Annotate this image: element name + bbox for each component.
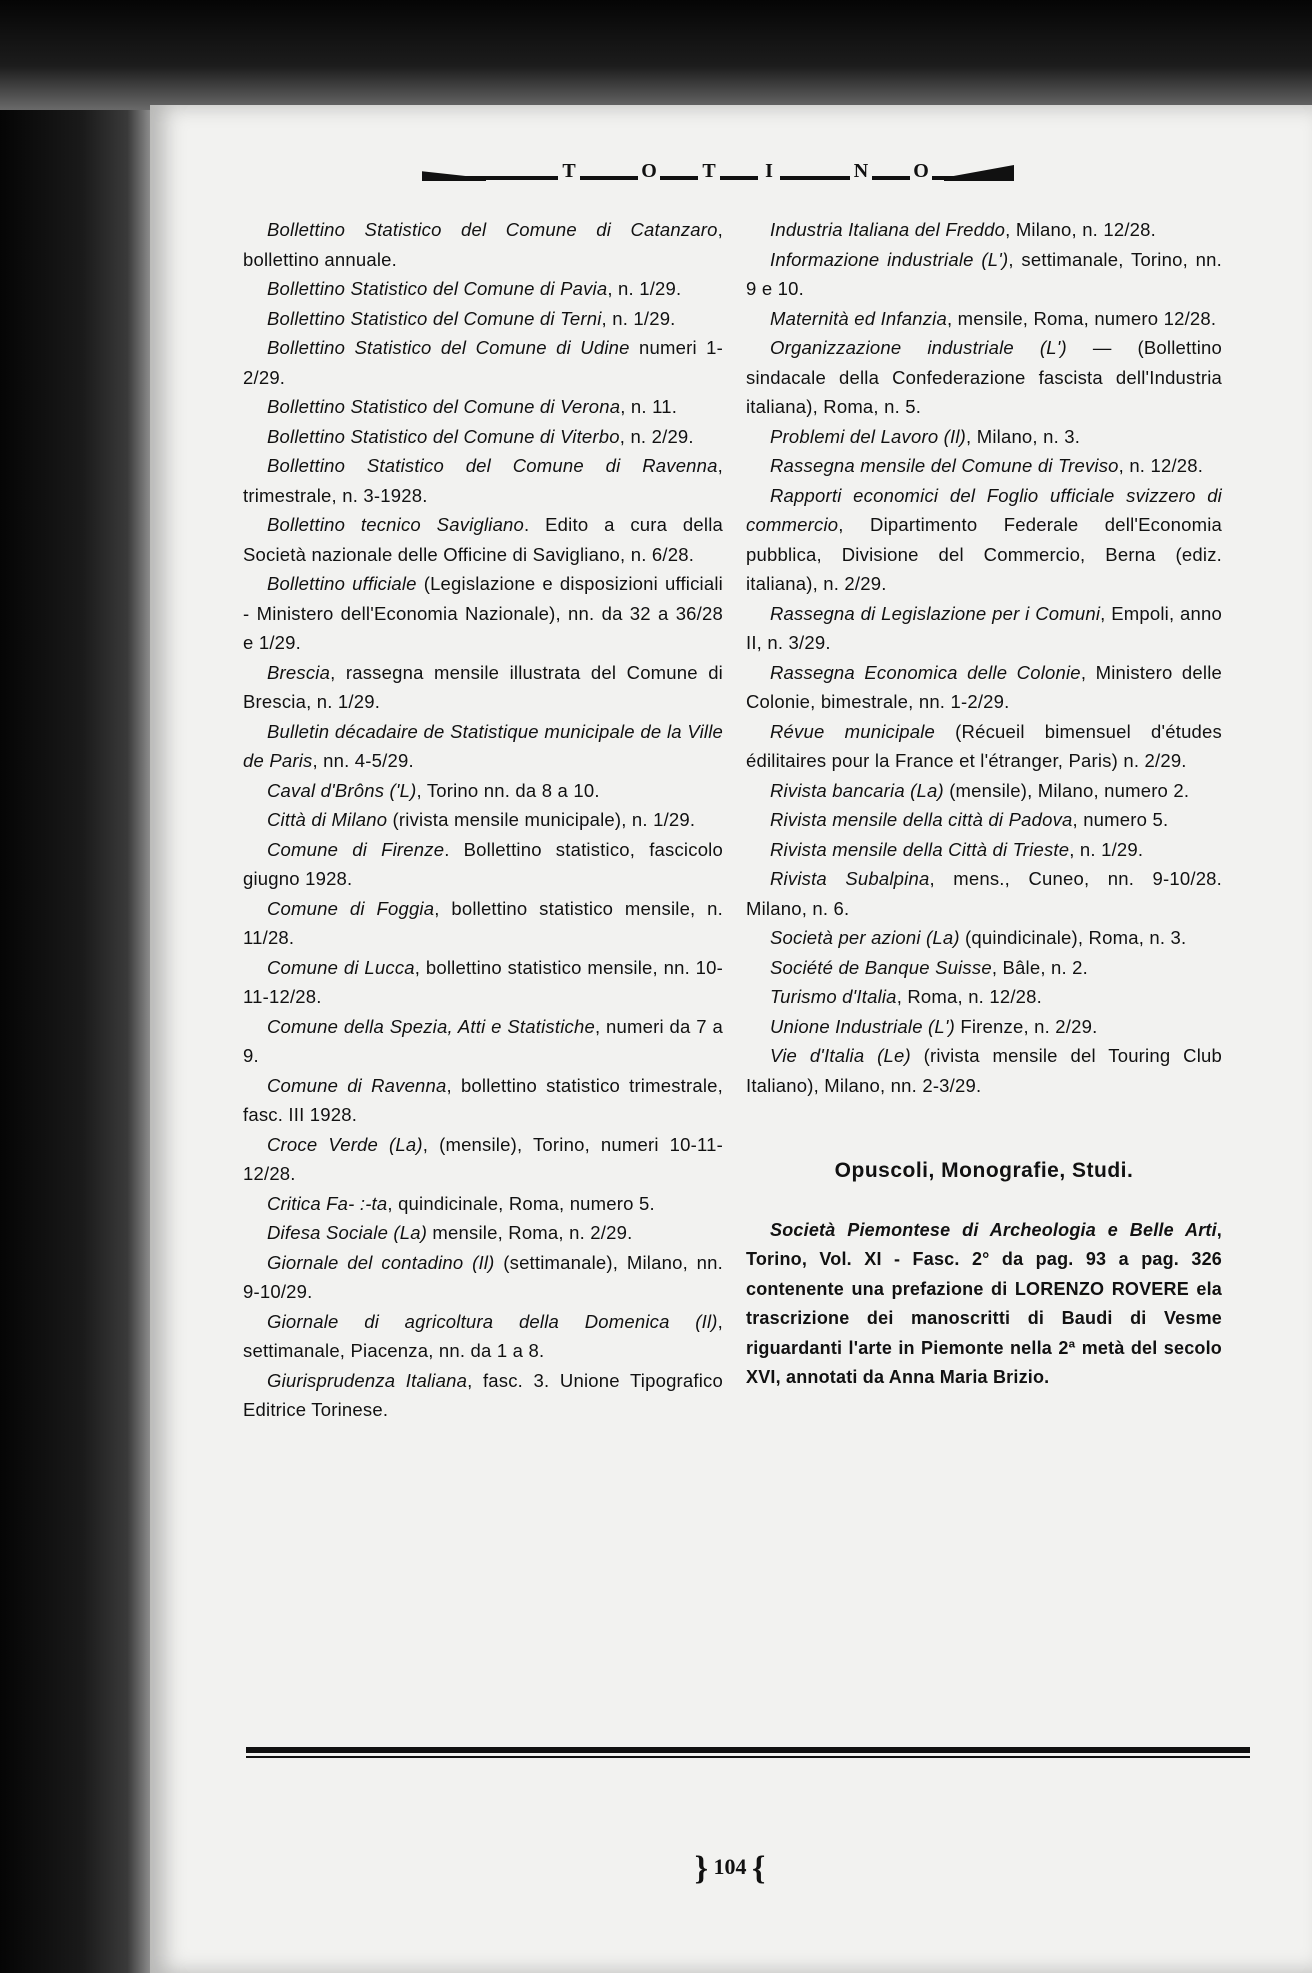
- bibliography-entry: Bollettino tecnico Savigliano. Edito a cura della Società nazionale delle Officine di Savigliano, n. 6/28.: [243, 514, 723, 565]
- bibliography-entry: Bollettino Statistico del Comune di Udine numeri 1-2/29.: [243, 337, 723, 388]
- bibliography-entry: Maternità ed Infanzia, mensile, Roma, numero 12/28.: [770, 307, 1217, 329]
- bibliography-entry: Turismo d'Italia, Roma, n. 12/28.: [770, 986, 1042, 1007]
- section-title: Opuscoli, Monografie, Studi.: [834, 1159, 1134, 1182]
- header-letter: N: [850, 161, 872, 185]
- right-entries: [746, 215, 1222, 1100]
- bibliography-entry: Organizzazione industriale (L') — (Bollettino sindacale della Confederazione fascista dell'Industria italiana), Roma, n. 5.: [746, 337, 1222, 417]
- bibliography-entry: Bollettino Statistico del Comune di Terni, n. 1/29.: [267, 307, 676, 329]
- ornament-right: [944, 165, 1014, 181]
- bibliography-entry: Comune della Spezia, Atti e Statistiche, numeri da 7 a 9.: [243, 1015, 723, 1066]
- bibliography-entry: Rivista Subalpina, mens., Cuneo, nn. 9-10/28. Milano, n. 6.: [746, 868, 1223, 919]
- bibliography-entry: Rivista bancaria (La) (mensile), Milano, numero 2.: [770, 779, 1190, 801]
- bibliography-entry: Comune di Lucca, bollettino statistico mensile, nn. 10-11-12/28.: [243, 956, 723, 1007]
- header-letter: O: [910, 161, 932, 185]
- bibliography-entry: Société de Banque Suisse, Bâle, n. 2.: [770, 956, 1089, 978]
- bibliography-entry: Caval d'Brôns ('L), Torino nn. da 8 a 10.: [267, 779, 600, 801]
- header-letter: T: [558, 161, 580, 185]
- bibliography-entry: Vie d'Italia (Le) (rivista mensile del Touring Club Italiano), Milano, nn. 2-3/29.: [746, 1045, 1222, 1096]
- bibliography-entry: Rapporti economici del Foglio ufficiale svizzero di commercio, Dipartimento Federale dell'Economia pubblica, Divisione del Commercio, Berna (ediz. italiana), n. 2/29.: [746, 484, 1222, 594]
- brace-right: {: [752, 1850, 766, 1887]
- bibliography-entry: Difesa Sociale (La) mensile, Roma, n. 2/29.: [267, 1222, 633, 1243]
- bibliography-entry: Comune di Ravenna, bollettino statistico trimestrale, fasc. III 1928.: [243, 1074, 723, 1125]
- bibliography-entry: Problemi del Lavoro (Il), Milano, n. 3.: [770, 425, 1081, 447]
- header-ornament: [422, 161, 1014, 185]
- bibliography-entry: Unione Industriale (L') Firenze, n. 2/29.: [770, 1015, 1098, 1037]
- bibliography-entry: Giornale del contadino (Il) (settimanale), Milano, nn. 9-10/29.: [243, 1251, 723, 1302]
- document-page: [150, 105, 1312, 1973]
- footer-rule: [246, 1745, 1250, 1759]
- bibliography-entry: Giurisprudenza Italiana, fasc. 3. Unione Tipografico Editrice Torinese.: [243, 1369, 723, 1420]
- footer-rule-thin: [246, 1756, 1250, 1758]
- header-letter: O: [638, 161, 660, 185]
- header-letter: I: [758, 161, 780, 185]
- bibliography-entry: Révue municipale (Récueil bimensuel d'études édilitaires pour la France et l'étranger, Paris) n. 2/29.: [746, 720, 1222, 771]
- right-column: [746, 215, 1222, 1393]
- left-column: [243, 215, 723, 1425]
- bibliography-entry: Industria Italiana del Freddo, Milano, n. 12/28.: [770, 219, 1157, 240]
- bibliography-entry: Rassegna di Legislazione per i Comuni, Empoli, anno II, n. 3/29.: [746, 602, 1222, 653]
- bibliography-entry: Bulletin décadaire de Statistique municipale de la Ville de Paris, nn. 4-5/29.: [243, 720, 723, 771]
- bibliography-entry: Bollettino ufficiale (Legislazione e disposizioni ufficiali - Ministero dell'Economia Nazionale), nn. da 32 a 36/28 e 1/29.: [243, 573, 723, 653]
- bibliography-entry: Bollettino Statistico del Comune di Catanzaro, bollettino annuale.: [243, 219, 723, 270]
- bibliography-entry: Giornale di agricoltura della Domenica (Il), settimanale, Piacenza, nn. da 1 a 8.: [243, 1310, 723, 1361]
- brace-left: }: [694, 1850, 708, 1887]
- section-entry: Società Piemontese di Archeologia e Belle Arti, Torino, Vol. XI - Fasc. 2° da pag. 93 a pag. 326 contenente una prefazione di LORENZO ROVERE ela trascrizione dei manoscritti di Baudi di Vesme riguardanti l'arte in Piemonte nella 2ª metà del secolo XVI, annotati da Anna Maria Brizio.: [746, 1219, 1222, 1387]
- bibliography-entry: Croce Verde (La), (mensile), Torino, numeri 10-11-12/28.: [243, 1133, 723, 1184]
- bibliography-entry: Brescia, rassegna mensile illustrata del Comune di Brescia, n. 1/29.: [243, 661, 723, 712]
- bibliography-entry: Rivista mensile della Città di Trieste, n. 1/29.: [770, 838, 1144, 860]
- bibliography-entry: Critica Fa- :-ta, quindicinale, Roma, numero 5.: [267, 1192, 655, 1214]
- page-number: [660, 1850, 800, 1888]
- bibliography-entry: Bollettino Statistico del Comune di Verona, n. 11.: [267, 396, 678, 417]
- bibliography-entry: Comune di Foggia, bollettino statistico mensile, n. 11/28.: [243, 897, 723, 948]
- header-letter: T: [698, 161, 720, 185]
- bibliography-entry: Informazione industriale (L'), settimanale, Torino, nn. 9 e 10.: [746, 248, 1222, 299]
- scan-shadow-left: [0, 0, 150, 1973]
- page-number-value: 104: [713, 1854, 747, 1880]
- bibliography-entry: Bollettino Statistico del Comune di Ravenna, trimestrale, n. 3-1928.: [243, 455, 723, 506]
- bibliography-entry: Rivista mensile della città di Padova, numero 5.: [770, 809, 1169, 830]
- bibliography-entry: Città di Milano (rivista mensile municipale), n. 1/29.: [267, 809, 696, 830]
- footer-rule-thick: [246, 1747, 1250, 1753]
- bibliography-entry: Comune di Firenze. Bollettino statistico, fascicolo giugno 1928.: [243, 838, 723, 889]
- bibliography-entry: Bollettino Statistico del Comune di Viterbo, n. 2/29.: [267, 425, 694, 447]
- ornament-left: [422, 167, 486, 181]
- bibliography-entry: Rassegna mensile del Comune di Treviso, n. 12/28.: [770, 455, 1204, 476]
- bibliography-entry: Bollettino Statistico del Comune di Pavia, n. 1/29.: [267, 278, 682, 299]
- bibliography-entry: Società per azioni (La) (quindicinale), Roma, n. 3.: [770, 927, 1187, 948]
- bibliography-entry: Rassegna Economica delle Colonie, Ministero delle Colonie, bimestrale, nn. 1-2/29.: [746, 661, 1222, 712]
- scan-shadow-top: [0, 0, 1312, 110]
